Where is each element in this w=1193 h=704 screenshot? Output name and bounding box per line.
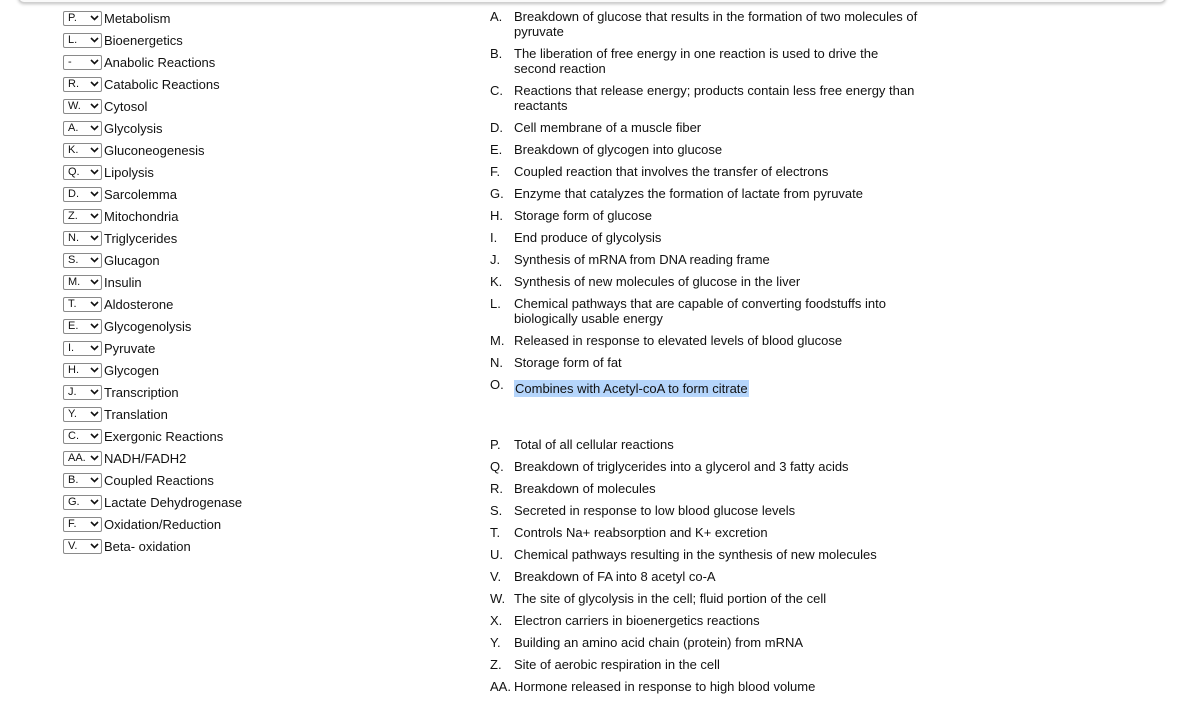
answer-select-value: K. xyxy=(68,143,79,156)
chevron-down-icon xyxy=(90,345,99,351)
definition-item xyxy=(490,503,919,518)
answer-select[interactable] xyxy=(63,231,102,246)
match-row xyxy=(63,249,242,271)
match-row xyxy=(63,315,242,337)
chevron-down-icon xyxy=(90,125,99,131)
definition-letter: M. xyxy=(490,333,505,348)
match-row xyxy=(63,183,242,205)
definition-letter: L. xyxy=(490,296,501,311)
answer-select-value: F. xyxy=(68,517,77,530)
terms-column xyxy=(63,7,242,557)
answer-select[interactable] xyxy=(63,297,102,312)
answer-select[interactable] xyxy=(63,187,102,202)
answer-select-value: P. xyxy=(68,11,77,24)
definition-text: Controls Na+ reabsorption and K+ excretion xyxy=(514,525,768,540)
term-label: NADH/FADH2 xyxy=(104,450,187,466)
definition-item xyxy=(490,591,919,606)
answer-select-value: - xyxy=(68,55,72,68)
chevron-down-icon xyxy=(90,301,99,307)
definition-item xyxy=(490,120,919,135)
definition-text: Enzyme that catalyzes the formation of lactate from pyruvate xyxy=(514,186,863,201)
chevron-down-icon xyxy=(90,543,99,549)
definition-text: Electron carriers in bioenergetics reactions xyxy=(514,613,760,628)
answer-select-value: H. xyxy=(68,363,79,376)
definition-text-selected xyxy=(514,381,919,396)
term-label: Cytosol xyxy=(104,98,148,114)
answer-select[interactable] xyxy=(63,77,102,92)
definition-text: Coupled reaction that involves the transfer of electrons xyxy=(514,164,829,179)
definition-text: The liberation of free energy in one reaction is used to drive the second reaction xyxy=(514,46,879,76)
definition-item xyxy=(490,613,919,628)
match-row xyxy=(63,403,242,425)
definition-letter: C. xyxy=(490,83,503,98)
chevron-down-icon xyxy=(90,389,99,395)
term-label: Lipolysis xyxy=(104,164,154,180)
definition-letter: J. xyxy=(490,252,501,267)
definition-item xyxy=(490,525,919,540)
definition-text: Hormone released in response to high blood volume xyxy=(514,679,816,694)
definition-text: Site of aerobic respiration in the cell xyxy=(514,657,720,672)
term-label: Metabolism xyxy=(104,10,171,26)
definition-letter: H. xyxy=(490,208,503,223)
definition-item xyxy=(490,437,919,452)
definition-item xyxy=(490,333,919,348)
window-top-edge xyxy=(18,0,1166,3)
chevron-down-icon xyxy=(90,279,99,285)
answer-select-value: Z. xyxy=(68,209,78,222)
chevron-down-icon xyxy=(90,455,99,461)
definition-item xyxy=(490,230,919,245)
answer-select[interactable] xyxy=(63,517,102,532)
answer-select-value: A. xyxy=(68,121,79,134)
chevron-down-icon xyxy=(90,191,99,197)
definition-text: Total of all cellular reactions xyxy=(514,437,674,452)
definition-letter: X. xyxy=(490,613,503,628)
definition-text: Breakdown of glucose that results in the formation of two molecules of pyruvate xyxy=(514,9,918,39)
chevron-down-icon xyxy=(90,81,99,87)
answer-select-value: E. xyxy=(68,319,79,332)
definition-text: The site of glycolysis in the cell; fluid portion of the cell xyxy=(514,591,827,606)
definition-text: Reactions that release energy; products contain less free energy than reactants xyxy=(514,83,915,113)
definition-text: Storage form of glucose xyxy=(514,208,653,223)
answer-select[interactable] xyxy=(63,385,102,400)
chevron-down-icon xyxy=(90,323,99,329)
answer-select[interactable] xyxy=(63,143,102,158)
definition-letter: D. xyxy=(490,120,503,135)
answer-select-value: L. xyxy=(68,33,78,46)
definition-item xyxy=(490,481,919,496)
answer-select-value: Y. xyxy=(68,407,77,420)
definition-letter: B. xyxy=(490,46,503,61)
answer-select-value: V. xyxy=(68,539,78,552)
definition-item xyxy=(490,83,919,113)
match-row xyxy=(63,205,242,227)
definition-text: Breakdown of molecules xyxy=(514,481,656,496)
selected-text: Combines with Acetyl-coA to form citrate xyxy=(515,381,748,396)
definition-letter: A. xyxy=(490,9,503,24)
answer-select[interactable] xyxy=(63,539,102,554)
term-label: Mitochondria xyxy=(104,208,179,224)
definition-letter: F. xyxy=(490,164,501,179)
term-label: Oxidation/Reduction xyxy=(104,516,222,532)
chevron-down-icon xyxy=(90,367,99,373)
match-row xyxy=(63,7,242,29)
definition-letter: S. xyxy=(490,503,503,518)
answer-select[interactable] xyxy=(63,11,102,26)
answer-select-value: I. xyxy=(68,341,75,354)
match-row xyxy=(63,161,242,183)
answer-select[interactable] xyxy=(63,165,102,180)
answer-select[interactable] xyxy=(63,209,102,224)
term-label: Gluconeogenesis xyxy=(104,142,205,158)
definition-text: Synthesis of new molecules of glucose in the liver xyxy=(514,274,801,289)
definition-item xyxy=(490,547,919,562)
chevron-down-icon xyxy=(90,521,99,527)
term-label: Bioenergetics xyxy=(104,32,183,48)
chevron-down-icon xyxy=(90,411,99,417)
definition-text: Breakdown of triglycerides into a glycerol and 3 fatty acids xyxy=(514,459,849,474)
term-label: Anabolic Reactions xyxy=(104,54,216,70)
definition-text: Chemical pathways that are capable of converting foodstuffs into biologically usable energy xyxy=(514,296,886,326)
definition-item xyxy=(490,635,919,650)
answer-select[interactable] xyxy=(63,121,102,136)
definition-letter: R. xyxy=(490,481,503,496)
definition-item xyxy=(490,208,919,223)
definition-letter: K. xyxy=(490,274,503,289)
definition-letter: Y. xyxy=(490,635,501,650)
answer-select-value: T. xyxy=(68,297,77,310)
match-row xyxy=(63,139,242,161)
definition-item xyxy=(490,186,919,201)
match-row xyxy=(63,491,242,513)
chevron-down-icon xyxy=(90,15,99,21)
match-row xyxy=(63,359,242,381)
match-row xyxy=(63,293,242,315)
definition-item xyxy=(490,9,919,39)
definition-letter: Q. xyxy=(490,459,504,474)
answer-select-value: N. xyxy=(68,231,79,244)
term-label: Coupled Reactions xyxy=(104,472,214,488)
definition-letter: AA. xyxy=(490,679,511,694)
answer-select[interactable] xyxy=(63,55,102,70)
answer-select[interactable] xyxy=(63,275,102,290)
chevron-down-icon xyxy=(90,147,99,153)
match-row xyxy=(63,425,242,447)
definition-text: Secreted in response to low blood glucose levels xyxy=(514,503,796,518)
definition-letter: I. xyxy=(490,230,498,245)
match-row xyxy=(63,227,242,249)
term-label: Beta- oxidation xyxy=(104,538,191,554)
definition-text: Synthesis of mRNA from DNA reading frame xyxy=(514,252,770,267)
definition-item xyxy=(490,355,919,370)
answer-select[interactable] xyxy=(63,451,102,466)
match-row xyxy=(63,29,242,51)
definition-text: Breakdown of glycogen into glucose xyxy=(514,142,723,157)
chevron-down-icon xyxy=(90,235,99,241)
term-label: Glycogen xyxy=(104,362,159,378)
chevron-down-icon xyxy=(90,37,99,43)
definition-item xyxy=(490,679,919,694)
answer-select-value: Q. xyxy=(68,165,80,178)
answer-select[interactable] xyxy=(63,341,102,356)
answer-select[interactable] xyxy=(63,407,102,422)
definition-item xyxy=(490,459,919,474)
definition-item xyxy=(490,296,919,326)
term-label: Pyruvate xyxy=(104,340,156,356)
chevron-down-icon xyxy=(90,59,99,65)
definition-item xyxy=(490,274,919,289)
definition-letter: P. xyxy=(490,437,501,452)
definition-text: Cell membrane of a muscle fiber xyxy=(514,120,702,135)
term-label: Glycogenolysis xyxy=(104,318,192,334)
answer-select-value: S. xyxy=(68,253,79,266)
term-label: Catabolic Reactions xyxy=(104,76,220,92)
match-row xyxy=(63,469,242,491)
match-row xyxy=(63,337,242,359)
definition-item xyxy=(490,569,919,584)
chevron-down-icon xyxy=(90,213,99,219)
chevron-down-icon xyxy=(90,433,99,439)
match-row xyxy=(63,535,242,557)
term-label: Glucagon xyxy=(104,252,160,268)
definition-item xyxy=(490,252,919,267)
definition-letter: V. xyxy=(490,569,502,584)
definition-letter: G. xyxy=(490,186,504,201)
term-label: Aldosterone xyxy=(104,296,174,312)
match-row xyxy=(63,51,242,73)
definition-letter: U. xyxy=(490,547,503,562)
term-label: Lactate Dehydrogenase xyxy=(104,494,243,510)
term-label: Translation xyxy=(104,406,168,422)
chevron-down-icon xyxy=(90,169,99,175)
answer-select-value: AA. xyxy=(68,451,86,464)
definition-text: Chemical pathways resulting in the synthesis of new molecules xyxy=(514,547,877,562)
definition-letter: O. xyxy=(490,377,504,392)
answer-select[interactable] xyxy=(63,319,102,334)
definition-text: Storage form of fat xyxy=(514,355,622,370)
term-label: Glycolysis xyxy=(104,120,163,136)
answer-select[interactable] xyxy=(63,99,102,114)
definition-item xyxy=(490,377,919,396)
match-row xyxy=(63,381,242,403)
chevron-down-icon xyxy=(90,257,99,263)
answer-select[interactable] xyxy=(63,429,102,444)
answer-select[interactable] xyxy=(63,363,102,378)
definition-letter: Z. xyxy=(490,657,502,672)
term-label: Triglycerides xyxy=(104,230,178,246)
answer-select-value: B. xyxy=(68,473,79,486)
definition-text: Released in response to elevated levels of blood glucose xyxy=(514,333,843,348)
match-row xyxy=(63,73,242,95)
definition-item xyxy=(490,46,919,76)
definition-text: Breakdown of FA into 8 acetyl co-A xyxy=(514,569,716,584)
definition-text: End produce of glycolysis xyxy=(514,230,662,245)
definition-letter: W. xyxy=(490,591,506,606)
answer-select-value: W. xyxy=(68,99,81,112)
term-label: Exergonic Reactions xyxy=(104,428,224,444)
term-label: Transcription xyxy=(104,384,179,400)
answer-select-value: C. xyxy=(68,429,79,442)
chevron-down-icon xyxy=(90,499,99,505)
answer-select[interactable] xyxy=(63,33,102,48)
answer-select[interactable] xyxy=(63,495,102,510)
term-label: Insulin xyxy=(104,274,142,290)
answer-select[interactable] xyxy=(63,473,102,488)
answer-select[interactable] xyxy=(63,253,102,268)
term-label: Sarcolemma xyxy=(104,186,177,202)
definition-letter: T. xyxy=(490,525,501,540)
answer-select-value: R. xyxy=(68,77,79,90)
answer-select-value: D. xyxy=(68,187,79,200)
match-row xyxy=(63,271,242,293)
definition-item xyxy=(490,657,919,672)
match-row xyxy=(63,117,242,139)
answer-select-value: J. xyxy=(68,385,77,398)
chevron-down-icon xyxy=(90,103,99,109)
definition-item xyxy=(490,142,919,157)
answer-select-value: G. xyxy=(68,495,80,508)
definition-letter: N. xyxy=(490,355,503,370)
definition-text: Building an amino acid chain (protein) from mRNA xyxy=(514,635,804,650)
answer-select-value: M. xyxy=(68,275,81,288)
match-row xyxy=(63,513,242,535)
match-row xyxy=(63,447,242,469)
chevron-down-icon xyxy=(90,477,99,483)
definition-letter: E. xyxy=(490,142,503,157)
definition-item xyxy=(490,164,919,179)
match-row xyxy=(63,95,242,117)
